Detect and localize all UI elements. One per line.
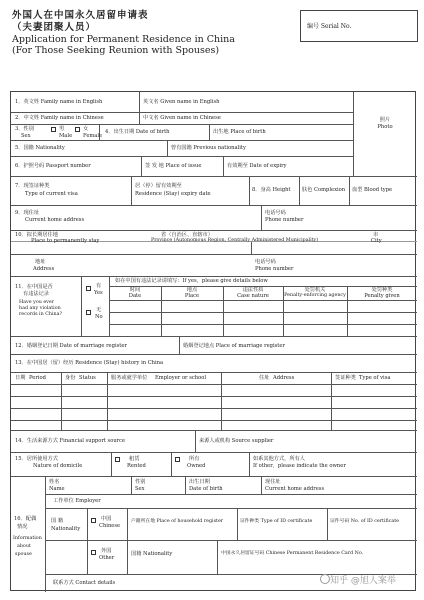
spouse-dob-label-en: Date of birth xyxy=(189,486,223,492)
col-line xyxy=(331,372,332,430)
visa-type-label-zh: 7．现签证种类 xyxy=(15,183,50,189)
col-line xyxy=(249,452,250,476)
col-line xyxy=(327,508,328,540)
spouse-nationality2-label: 国籍 Nationality xyxy=(131,551,173,557)
col-line xyxy=(109,276,110,336)
row-line xyxy=(11,408,417,409)
owned-checkbox[interactable] xyxy=(175,457,180,462)
row-line xyxy=(11,396,417,397)
photo-label-en: Photo xyxy=(377,124,393,130)
chinese-label-zh: 中国 xyxy=(101,516,112,522)
col-line xyxy=(237,508,238,540)
sex-label-en: Sex xyxy=(21,133,31,139)
col-line xyxy=(209,124,210,140)
spouse-label-4: about xyxy=(17,544,31,549)
residence-history-label: 13．在中国居（留）经历 Residence (Stay) history in China xyxy=(15,360,164,366)
blood-type-label: 血型 Blood type xyxy=(352,187,393,193)
city-label-en: City xyxy=(371,238,382,244)
date-of-birth-label: 4．出生日期 Date of birth xyxy=(105,129,170,135)
complexion-label: 肤色 Complexion xyxy=(302,187,346,193)
phone2-label-zh: 电话号码 xyxy=(255,259,276,265)
viol-col-place-en: Place xyxy=(184,293,200,299)
province-label-en: Province (Autonomous Region, Centrally Administered Municipality) xyxy=(151,238,319,243)
col-line xyxy=(141,156,142,176)
viol-col-date-en: Date xyxy=(128,293,142,299)
home-address-label-en: Current home address xyxy=(25,217,85,223)
watermark: 知乎 @旭人案举 xyxy=(330,576,396,586)
row-line xyxy=(11,372,417,373)
spouse-address-label-zh: 现住址 xyxy=(265,479,281,485)
hist-col-period-en: Period xyxy=(29,375,46,381)
source-supplier-label: 来源人或机构 Source supplier xyxy=(199,438,274,444)
hist-col-address-zh: 住址 xyxy=(259,375,270,381)
violation-intro: 如在中国有违法记录请填写：If yes，please give details below xyxy=(115,278,268,284)
row-line xyxy=(11,140,353,141)
col-line xyxy=(221,372,222,430)
rented-label-en: Rented xyxy=(127,463,146,469)
spouse-label-1: 16．配偶 xyxy=(14,516,37,522)
domicile-label-en: Nature of domicile xyxy=(33,463,83,469)
home-address-label-zh: 9．现住址 xyxy=(15,210,40,216)
col-line xyxy=(139,92,140,124)
serial-number-box xyxy=(300,10,418,42)
row-line xyxy=(11,384,417,385)
col-line xyxy=(195,430,196,452)
spouse-label-5: spouse xyxy=(15,552,32,557)
owned-label-en: Owned xyxy=(187,463,206,469)
row-line xyxy=(11,420,417,421)
hist-col-period-zh: 日期 xyxy=(15,375,26,381)
spouse-label-3: Information xyxy=(13,536,42,541)
marriage-place-label: 婚姻登记地点 Place of marriage register xyxy=(183,343,285,349)
female-label-en: Female xyxy=(83,133,103,139)
domicile-label-zh: 15．居所使用方式 xyxy=(15,456,58,462)
marriage-date-label: 12．婚姻登记日期 Date of marriage register xyxy=(15,343,127,349)
col-line xyxy=(261,205,262,230)
other-owner-label-en: If other，please indicate the owner xyxy=(253,463,346,469)
form-subtitle-en: (For Those Seeking Reunion with Spouses) xyxy=(12,45,220,56)
viol-col-penalty-en: Penalty given xyxy=(364,293,400,299)
other-owner-label-zh: 如系其他方式，所有人 xyxy=(253,456,305,462)
col-line xyxy=(61,372,62,430)
col-line xyxy=(353,92,354,176)
spouse-sex-label-zh: 性别 xyxy=(135,479,146,485)
given-name-zh-label: 中文名 Given name in Chinese xyxy=(143,115,221,121)
row-line xyxy=(11,124,353,125)
col-line xyxy=(167,140,168,156)
row-line xyxy=(11,276,417,277)
given-name-en-label: 英文名 Given name in English xyxy=(143,99,220,105)
city-label-zh: 市 xyxy=(373,232,379,238)
spouse-label-2: 情况 xyxy=(17,524,28,530)
contact-details-label: 联系方式 Contact details xyxy=(53,580,116,586)
spouse-other-checkbox[interactable] xyxy=(91,550,96,555)
viol-col-place-zh: 地点 xyxy=(186,287,198,293)
row-line xyxy=(109,312,417,313)
spouse-nationality-label-en: Nationality xyxy=(51,526,81,532)
violation-label-3: Have you ever xyxy=(19,300,55,305)
violation-no-checkbox[interactable] xyxy=(86,310,91,315)
rented-checkbox[interactable] xyxy=(115,457,120,462)
col-line xyxy=(217,540,218,574)
violation-label-2: 有违法记录 xyxy=(23,291,49,297)
col-line xyxy=(87,508,88,574)
hist-col-visa-en: Type of visa xyxy=(359,375,391,381)
col-line xyxy=(131,176,132,205)
row-line xyxy=(45,494,417,495)
form-subtitle-zh: （夫妻团聚人员） xyxy=(12,22,97,33)
row-line xyxy=(109,300,417,301)
rented-label-zh: 租赁 xyxy=(129,456,140,462)
spouse-name-label-en: Name xyxy=(49,486,65,492)
violation-yes-checkbox[interactable] xyxy=(86,286,91,291)
visa-type-label-en: Type of current visa xyxy=(25,191,78,197)
viol-col-nature-en: Case nature xyxy=(237,293,269,299)
female-checkbox[interactable] xyxy=(75,127,80,132)
pr-card-label: 中国永久居留证号码 Chinese Permanent Residence Card No. xyxy=(221,551,364,556)
spouse-employer-label: 工作单位 Employer xyxy=(53,498,101,504)
col-line xyxy=(261,476,262,494)
id-number-label: 证件号码 No. of ID certificate xyxy=(330,519,400,524)
col-line xyxy=(299,176,300,205)
violation-label-1: 11．在中国是否 xyxy=(15,284,53,290)
spouse-address-label-en: Current home address xyxy=(265,486,325,492)
spouse-chinese-checkbox[interactable] xyxy=(91,518,96,523)
permanent-stay-label-zh: 10．拟长期居住地 xyxy=(15,232,58,238)
place-of-issue-label: 签 发 地 Place of issue xyxy=(145,163,202,169)
height-label: 8．身高 Height xyxy=(252,187,291,193)
row-line xyxy=(45,508,417,509)
yes-label-en: Yes xyxy=(94,290,103,296)
col-line xyxy=(185,476,186,494)
date-of-expiry-label: 有效期至 Date of expiry xyxy=(227,163,287,169)
passport-number-label: 6．护照号码 Passport number xyxy=(15,163,91,169)
col-line xyxy=(349,176,350,205)
row-line xyxy=(11,156,353,157)
row-line xyxy=(11,254,417,255)
hist-col-visa-zh: 签证种类 xyxy=(335,375,356,381)
form-title-zh: 外国人在中国永久居留申请表 xyxy=(12,10,149,21)
hist-col-address-en: Address xyxy=(273,375,295,381)
male-label-en: Male xyxy=(59,133,73,139)
household-register-label: 户籍所在地 Place of household register xyxy=(131,519,224,524)
row-line xyxy=(11,112,353,113)
violation-label-4: had any violation xyxy=(19,306,61,311)
col-line xyxy=(179,336,180,354)
serial-number-label: 编号 Serial No. xyxy=(307,23,352,30)
spouse-name-label-zh: 姓名 xyxy=(49,479,60,485)
hist-col-employer-zh: 服务或就学单位 xyxy=(111,375,148,381)
row-line xyxy=(11,452,417,453)
row-line xyxy=(11,176,417,177)
family-name-zh-label: 2．中文姓 Family name in Chinese xyxy=(15,115,104,121)
col-line xyxy=(81,276,82,336)
hist-col-employer-en: Employer or school xyxy=(155,375,207,381)
viol-col-nature-zh: 违法性质 xyxy=(242,287,264,293)
col-line xyxy=(171,452,172,476)
col-line xyxy=(127,508,128,574)
female-label-zh: 女 xyxy=(83,126,89,132)
zhihu-logo-icon xyxy=(320,574,330,584)
stay-expiry-label-en: Residence (Stay) expiry date xyxy=(135,191,211,197)
row-line xyxy=(11,230,417,231)
nationality-label: 5．国籍 Nationality xyxy=(15,145,65,151)
address-label-zh: 地址 xyxy=(35,259,46,265)
hist-col-status-zh: 身份 xyxy=(65,375,76,381)
col-line xyxy=(111,452,112,476)
row-line xyxy=(109,324,417,325)
address-label-en: Address xyxy=(33,266,55,272)
owned-label-zh: 所有 xyxy=(189,456,200,462)
photo-label-zh: 照片 xyxy=(379,117,391,123)
violation-label-5: records in China? xyxy=(19,312,63,317)
male-label-zh: 男 xyxy=(59,126,65,132)
col-line xyxy=(107,372,108,430)
row-line xyxy=(11,354,417,355)
row-line xyxy=(87,540,417,541)
male-checkbox[interactable] xyxy=(51,127,56,132)
other-label-en: Other xyxy=(99,555,115,561)
col-line xyxy=(131,476,132,494)
place-of-birth-label: 出生地 Place of birth xyxy=(213,129,266,135)
chinese-label-en: Chinese xyxy=(99,523,121,529)
phone2-label-en: Phone number xyxy=(255,266,294,272)
permanent-stay-label-en: Place to permanently stay xyxy=(31,238,100,244)
phone-label-zh: 电话号码 xyxy=(265,210,286,216)
hist-col-status-en: Status xyxy=(79,375,96,381)
viol-col-penalty-zh: 处罚种类 xyxy=(371,287,393,293)
sex-label-zh: 3．性别 xyxy=(15,126,34,132)
viol-col-agency-en: Penalty-enforcing agency xyxy=(284,293,346,298)
financial-support-label: 14．生活来源方式 Financial support source xyxy=(15,438,126,444)
viol-col-date-zh: 时间 xyxy=(129,287,141,293)
no-label-zh: 无 xyxy=(96,307,102,313)
form-title-en: Application for Permanent Residence in China xyxy=(12,34,235,45)
yes-label-zh: 有 xyxy=(96,283,102,289)
form-table xyxy=(10,91,416,591)
col-line xyxy=(249,176,250,205)
spouse-nationality-label-zh: 国 籍 xyxy=(51,518,64,524)
phone-label-en: Phone number xyxy=(265,217,304,223)
id-type-label: 证件种类 Type of ID certificate xyxy=(240,519,313,524)
row-line xyxy=(11,336,417,337)
viol-col-agency-zh: 处罚机关 xyxy=(304,287,326,293)
row-line xyxy=(11,205,417,206)
spouse-sex-label-en: Sex xyxy=(135,486,145,492)
stay-expiry-label-zh: 居（停）留有效期至 xyxy=(135,183,182,189)
row-line xyxy=(11,476,417,477)
no-label-en: No xyxy=(95,314,103,320)
family-name-en-label: 1．英文姓 Family name in English xyxy=(15,99,103,105)
spouse-dob-label-zh: 出生日期 xyxy=(189,479,210,485)
other-label-zh: 外国 xyxy=(101,548,112,554)
province-label-zh: 省（自治区、直辖市） xyxy=(161,232,213,238)
col-line xyxy=(223,156,224,176)
previous-nationality-label: 曾有国籍 Previous nationality xyxy=(171,145,246,151)
row-line xyxy=(11,430,417,431)
